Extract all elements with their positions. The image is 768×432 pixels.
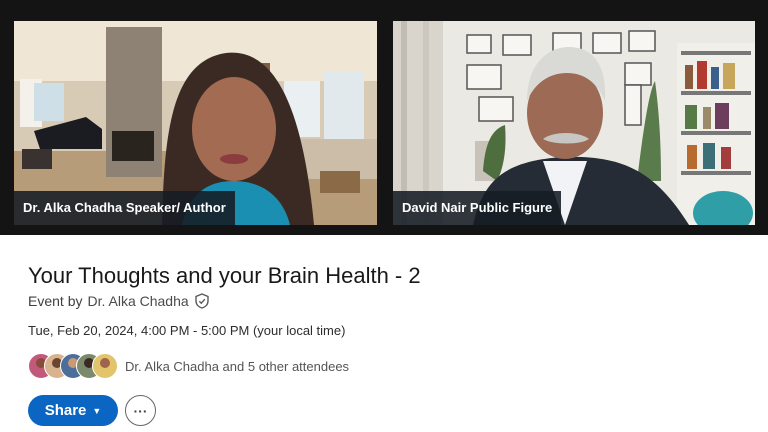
attendee-avatars bbox=[28, 352, 120, 380]
caret-down-icon: ▼ bbox=[92, 405, 102, 416]
event-title: Your Thoughts and your Brain Health - 2 bbox=[28, 263, 421, 288]
video-tile-left[interactable] bbox=[14, 21, 377, 225]
avatar bbox=[92, 353, 118, 379]
attendees-row[interactable] bbox=[28, 351, 349, 381]
share-label: Share bbox=[44, 402, 87, 419]
video-tile-right[interactable] bbox=[393, 21, 755, 225]
event-datetime: Tue, Feb 20, 2024, 4:00 PM - 5:00 PM (your local time) bbox=[28, 323, 346, 338]
shield-check-icon bbox=[195, 293, 209, 309]
event-organizer bbox=[28, 293, 209, 309]
participant-name-tag: David Nair Public Figure bbox=[393, 191, 561, 225]
more-options-button[interactable] bbox=[125, 395, 156, 426]
attendees-text: Dr. Alka Chadha and 5 other attendees bbox=[125, 358, 350, 374]
event-details bbox=[0, 235, 768, 432]
organizer-link[interactable]: Dr. Alka Chadha bbox=[87, 293, 189, 309]
organizer-prefix: Event by bbox=[28, 293, 83, 309]
share-button[interactable] bbox=[28, 395, 118, 426]
ellipsis-icon: ··· bbox=[133, 402, 148, 419]
participant-name-tag: Dr. Alka Chadha Speaker/ Author bbox=[14, 191, 235, 225]
